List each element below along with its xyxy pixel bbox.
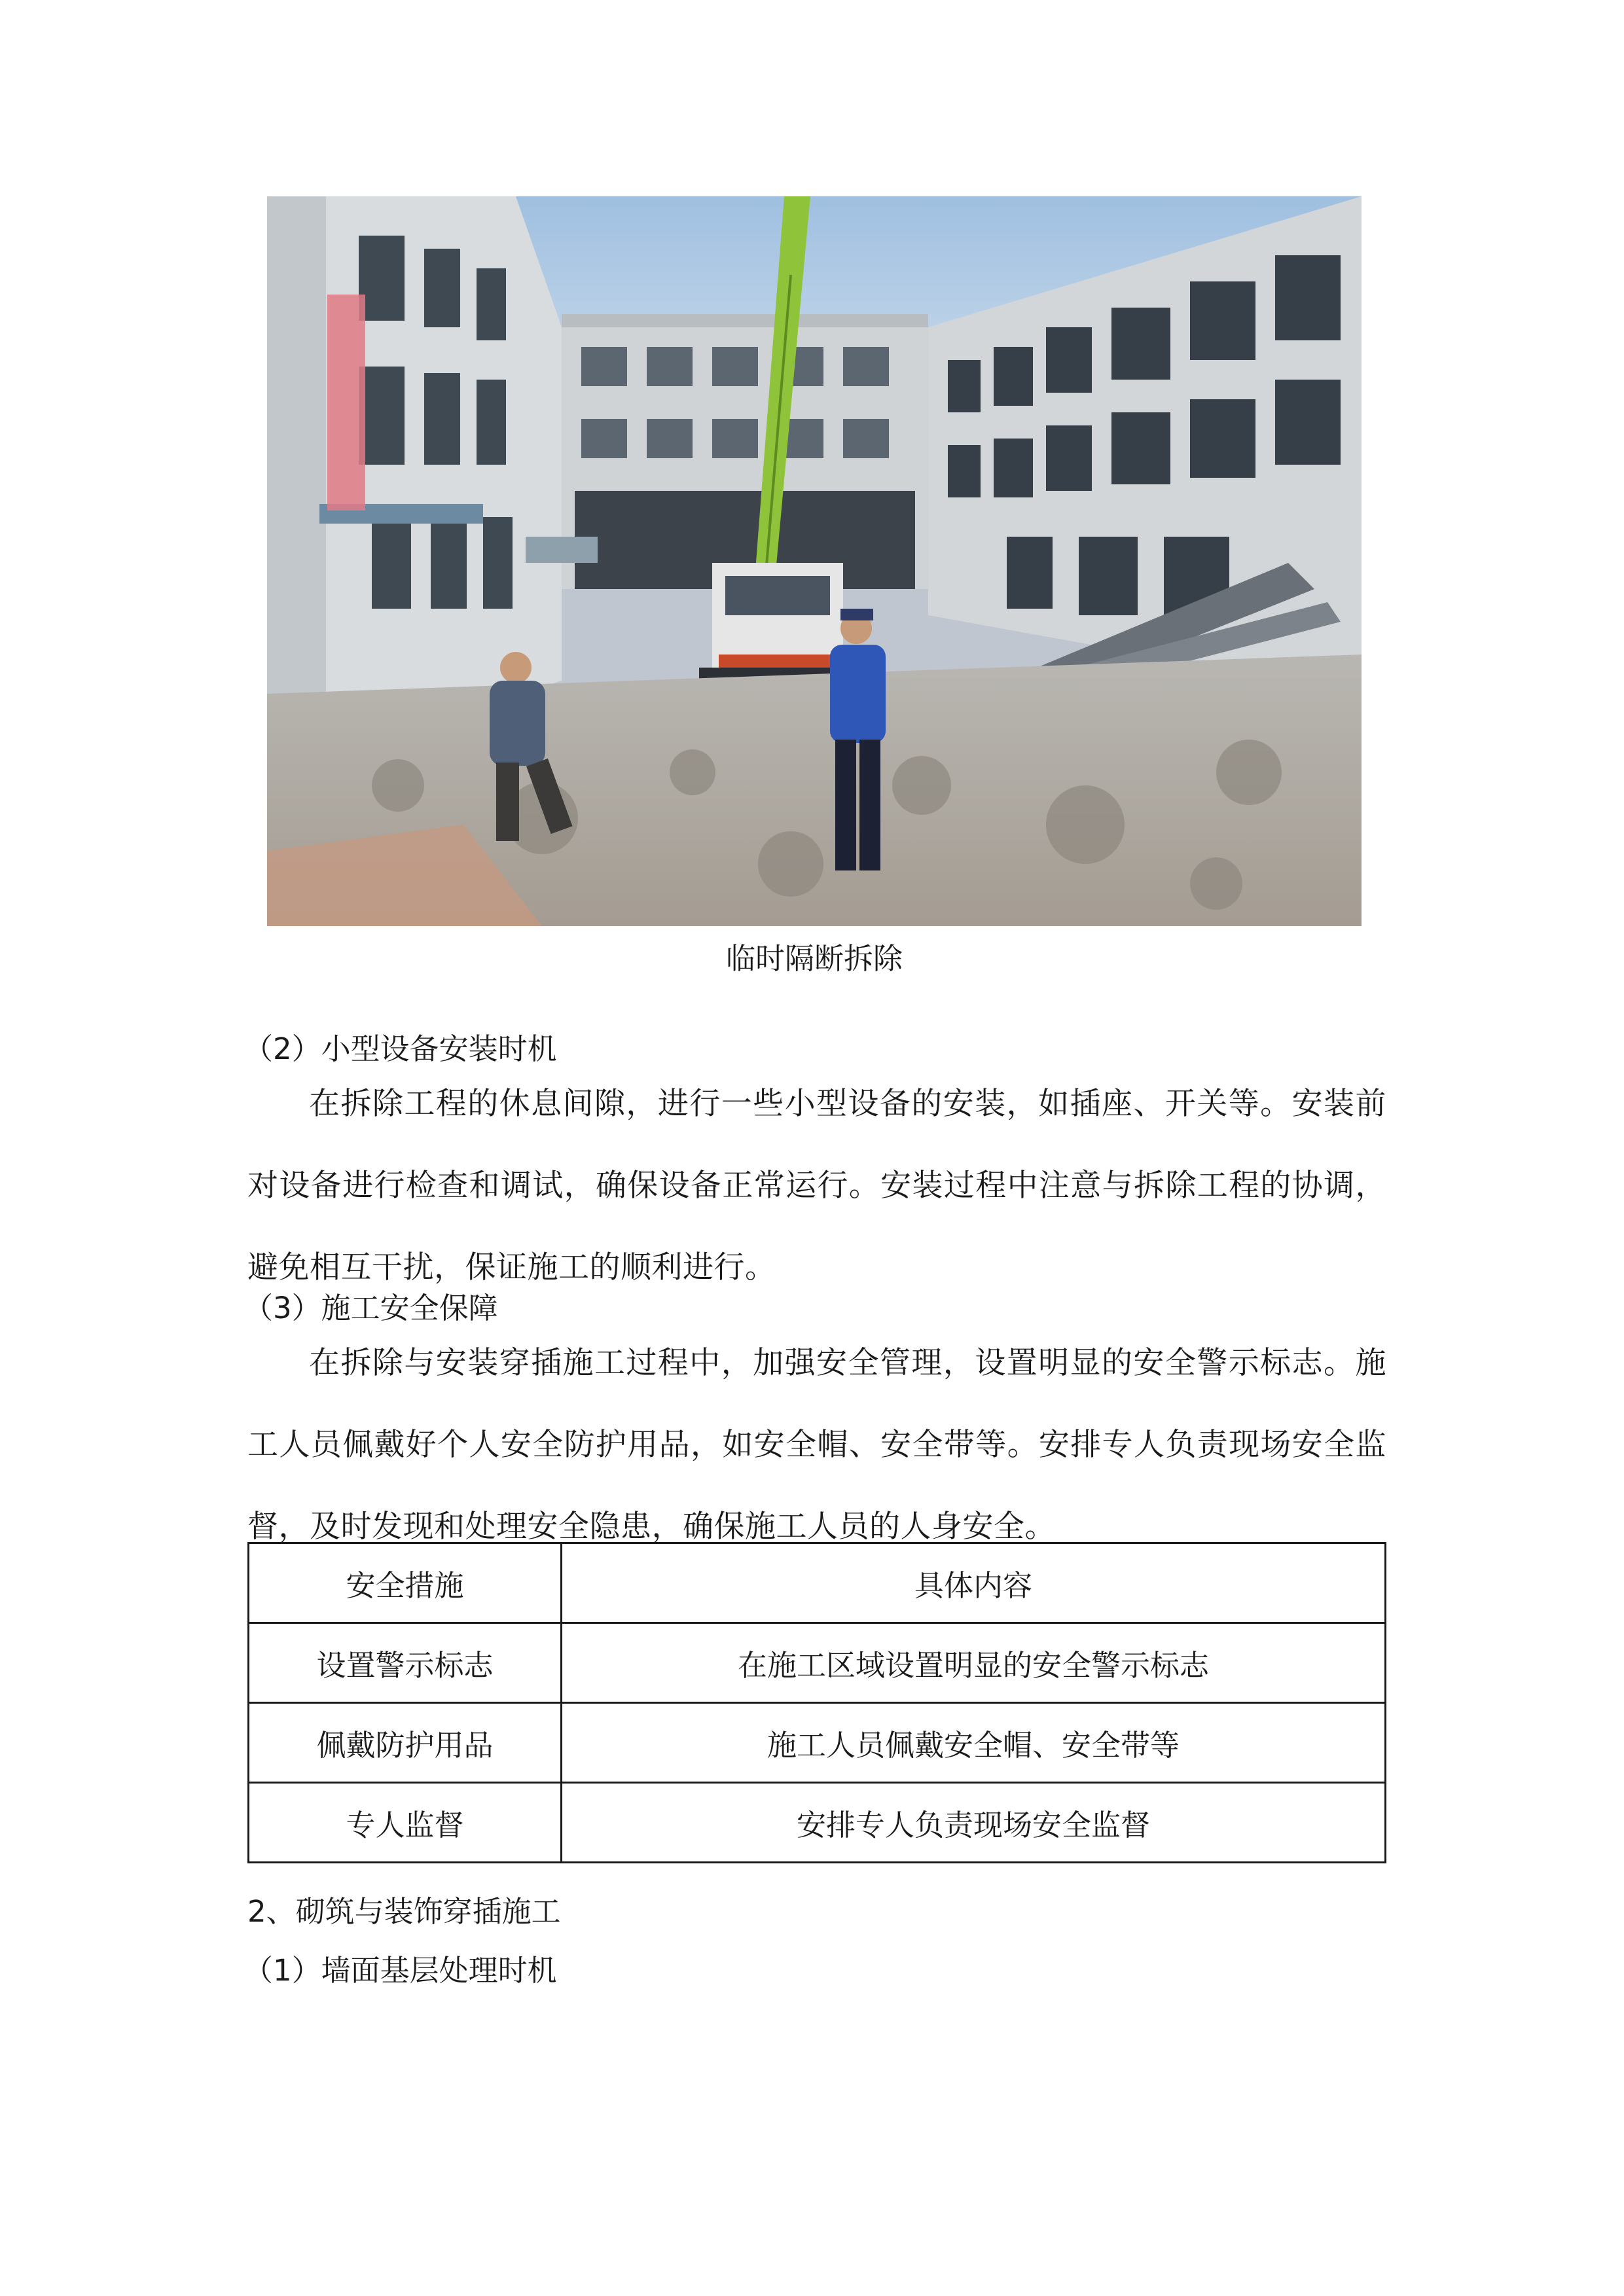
table-header-cell: 具体内容 — [562, 1543, 1386, 1623]
section-heading-masonry-decoration: 2、砌筑与装饰穿插施工 — [247, 1894, 561, 1929]
table-cell: 在施工区域设置明显的安全警示标志 — [562, 1623, 1386, 1703]
demolition-site-photo — [267, 196, 1362, 926]
safety-measures-table — [247, 1542, 1386, 1863]
subsection-heading-equipment-install: （2）小型设备安装时机 — [244, 1031, 557, 1066]
table-cell: 佩戴防护用品 — [249, 1703, 562, 1783]
table-cell: 安排专人负责现场安全监督 — [562, 1783, 1386, 1863]
table-row — [249, 1783, 1386, 1863]
table-cell: 设置警示标志 — [249, 1623, 562, 1703]
figure-caption: 临时隔断拆除 — [725, 941, 903, 976]
subsection-heading-wall-base: （1）墙面基层处理时机 — [244, 1953, 557, 1988]
table-cell: 施工人员佩戴安全帽、安全带等 — [562, 1703, 1386, 1783]
subsection-heading-safety: （3）施工安全保障 — [244, 1291, 498, 1325]
table-header-row — [249, 1543, 1386, 1623]
table-header-cell: 安全措施 — [249, 1543, 562, 1623]
paragraph-equipment-install: 在拆除工程的休息间隙，进行一些小型设备的安装，如插座、开关等。安装前对设备进行检查和调试，确保设备正常运行。安装过程中注意与拆除工程的协调，避免相互干扰，保证施工的顺利进行。 — [247, 1086, 1386, 1285]
table-cell: 专人监督 — [249, 1783, 562, 1863]
table-row — [249, 1703, 1386, 1783]
demolition-site-illustration — [267, 196, 1362, 926]
table-row — [249, 1623, 1386, 1703]
paragraph-safety: 在拆除与安装穿插施工过程中，加强安全管理，设置明显的安全警示标志。施工人员佩戴好个人安全防护用品，如安全帽、安全带等。安排专人负责现场安全监督，及时发现和处理安全隐患，确保施工人员的人身安全。 — [247, 1345, 1386, 1545]
